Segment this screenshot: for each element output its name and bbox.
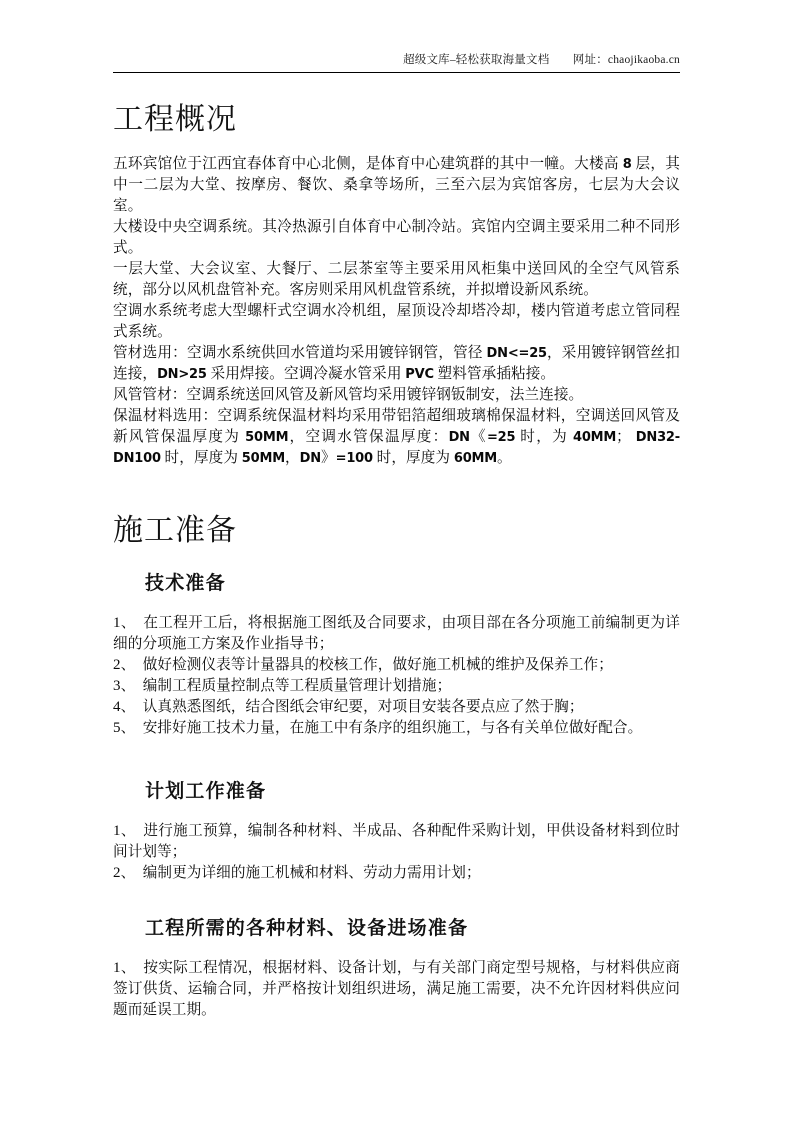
materials-equipment-list xyxy=(113,958,680,1021)
technical-preparation-list xyxy=(113,613,680,739)
page-header xyxy=(113,52,680,73)
section-spacer xyxy=(113,739,680,761)
heading-project-overview: 工程概况 xyxy=(113,102,237,137)
heading-materials-equipment-arrival: 工程所需的各种材料、设备进场准备 xyxy=(145,917,469,939)
header-divider xyxy=(113,72,680,73)
paragraph: 大楼设中央空调系统。其冷热源引自体育中心制冷站。宾馆内空调主要采用二种不同形式。 xyxy=(113,219,680,256)
overview-paragraphs xyxy=(113,154,680,469)
list-item: 4、 认真熟悉图纸，结合图纸会审纪要，对项目安装各要点应了然于胸； xyxy=(113,699,584,715)
section-spacer xyxy=(113,884,680,898)
heading-construction-preparation: 施工准备 xyxy=(113,513,237,548)
list-item: 1、 进行施工预算，编制各种材料、半成品、各种配件采购计划，甲供设备材料到位时间计划等； xyxy=(113,823,680,860)
list-item: 1、 按实际工程情况，根据材料、设备计划，与有关部门商定型号规格，与材料供应商签订供货、运输合同，并严格按计划组织进场，满足施工需要，决不允许因材料供应问题而延误工期。 xyxy=(113,960,680,1018)
list-item: 3、 编制工程质量控制点等工程质量管理计划措施； xyxy=(113,678,452,694)
planning-preparation-list xyxy=(113,821,680,884)
paragraph: 保温材料选用：空调系统保温材料均采用带铝箔超细玻璃棉保温材料，空调送回风管及新风管保温厚度为 50MM，空调水管保温厚度：DN《=25 时，为 40MM； DN32-DN100 时，厚度为 50MM，DN》=100 时，厚度为 60MM。 xyxy=(113,408,680,466)
document-body xyxy=(113,88,680,1021)
paragraph: 管材选用：空调水系统供回水管道均采用镀锌钢管，管径 DN<=25，采用镀锌钢管丝扣连接，DN>25 采用焊接。空调冷凝水管采用 PVC 塑料管承插粘接。 xyxy=(113,345,680,382)
list-item: 1、 在工程开工后，将根据施工图纸及合同要求，由项目部在各分项施工前编制更为详细的分项施工方案及作业指导书； xyxy=(113,615,680,652)
paragraph: 空调水系统考虑大型螺杆式空调水冷机组，屋顶设冷却塔冷却，楼内管道考虑立管同程式系统。 xyxy=(113,303,680,340)
heading-planning-preparation: 计划工作准备 xyxy=(145,780,267,802)
paragraph: 风管管材：空调系统送回风管及新风管均采用镀锌钢钣制安，法兰连接。 xyxy=(113,387,584,403)
list-item: 2、 编制更为详细的施工机械和材料、劳动力需用计划； xyxy=(113,865,481,881)
paragraph: 五环宾馆位于江西宜春体育中心北侧，是体育中心建筑群的其中一幢。大楼高 8 层，其中一二层为大堂、按摩房、餐饮、桑拿等场所，三至六层为宾馆客房，七层为大会议室。 xyxy=(113,156,680,214)
list-item: 5、 安排好施工技术力量，在施工中有条序的组织施工，与各有关单位做好配合。 xyxy=(113,720,643,736)
list-item: 2、 做好检测仪表等计量器具的校核工作，做好施工机械的维护及保养工作； xyxy=(113,657,613,673)
header-watermark-text: 超级文库–轻松获取海量文档 网址：chaojikaoba.cn xyxy=(403,54,680,66)
paragraph: 一层大堂、大会议室、大餐厅、二层茶室等主要采用风柜集中送回风的全空气风管系统，部分以风机盘管补充。客房则采用风机盘管系统，并拟增设新风系统。 xyxy=(113,261,680,298)
heading-technical-preparation: 技术准备 xyxy=(145,572,226,594)
